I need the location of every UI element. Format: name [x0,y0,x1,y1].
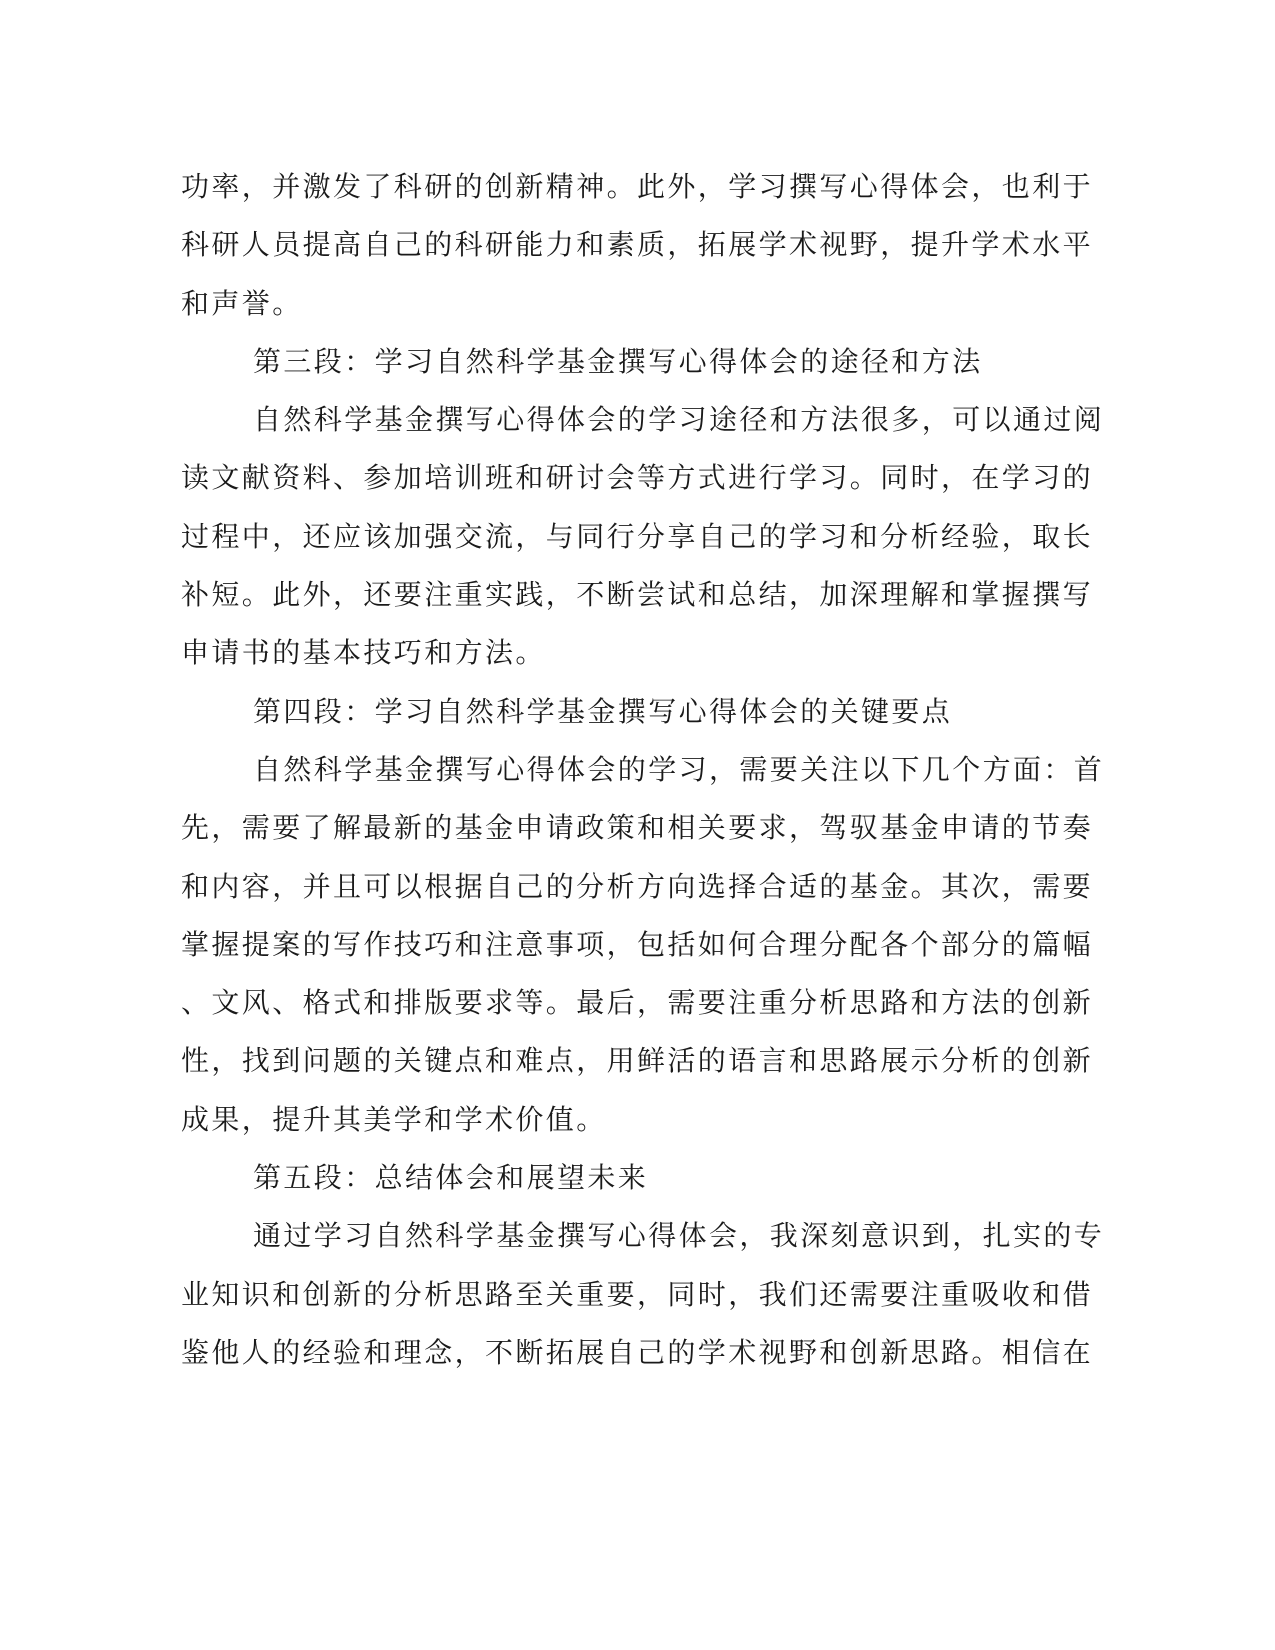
document-body [181,158,1105,1382]
section-heading-3: 第三段：学习自然科学基金撰写心得体会的途径和方法 [253,344,983,378]
text-line: 自然科学基金撰写心得体会的学习，需要关注以下几个方面：首 [253,752,1105,786]
text-line: 自然科学基金撰写心得体会的学习途径和方法很多，可以通过阅 [253,403,1105,437]
text-line: 掌握提案的写作技巧和注意事项，包括如何合理分配各个部分的篇幅 [181,927,1094,961]
section-heading-4: 第四段：学习自然科学基金撰写心得体会的关键要点 [253,694,953,728]
text-line: 通过学习自然科学基金撰写心得体会，我深刻意识到，扎实的专 [253,1219,1105,1253]
text-line: 鉴他人的经验和理念，不断拓展自己的学术视野和创新思路。相信在 [181,1335,1094,1369]
text-line: 申请书的基本技巧和方法。 [181,636,546,670]
text-line: 、文风、格式和排版要求等。最后，需要注重分析思路和方法的创新 [181,986,1094,1020]
text-line: 和内容，并且可以根据自己的分析方向选择合适的基金。其次，需要 [181,869,1094,903]
section-heading-5: 第五段：总结体会和展望未来 [253,1161,649,1195]
text-line: 读文献资料、参加培训班和研讨会等方式进行学习。同时，在学习的 [181,461,1094,495]
text-line: 业知识和创新的分析思路至关重要，同时，我们还需要注重吸收和借 [181,1277,1094,1311]
text-line: 成果，提升其美学和学术价值。 [181,1102,607,1136]
text-line: 科研人员提高自己的科研能力和素质，拓展学术视野，提升学术水平 [181,228,1094,262]
text-line: 和声誉。 [181,286,303,320]
text-line: 性，找到问题的关键点和难点，用鲜活的语言和思路展示分析的创新 [181,1044,1094,1078]
text-line: 功率，并激发了科研的创新精神。此外，学习撰写心得体会，也利于 [181,170,1094,203]
text-line: 过程中，还应该加强交流，与同行分享自己的学习和分析经验，取长 [181,519,1094,553]
text-line: 先，需要了解最新的基金申请政策和相关要求，驾驭基金申请的节奏 [181,811,1094,845]
text-line: 补短。此外，还要注重实践，不断尝试和总结，加深理解和掌握撰写 [181,578,1094,612]
